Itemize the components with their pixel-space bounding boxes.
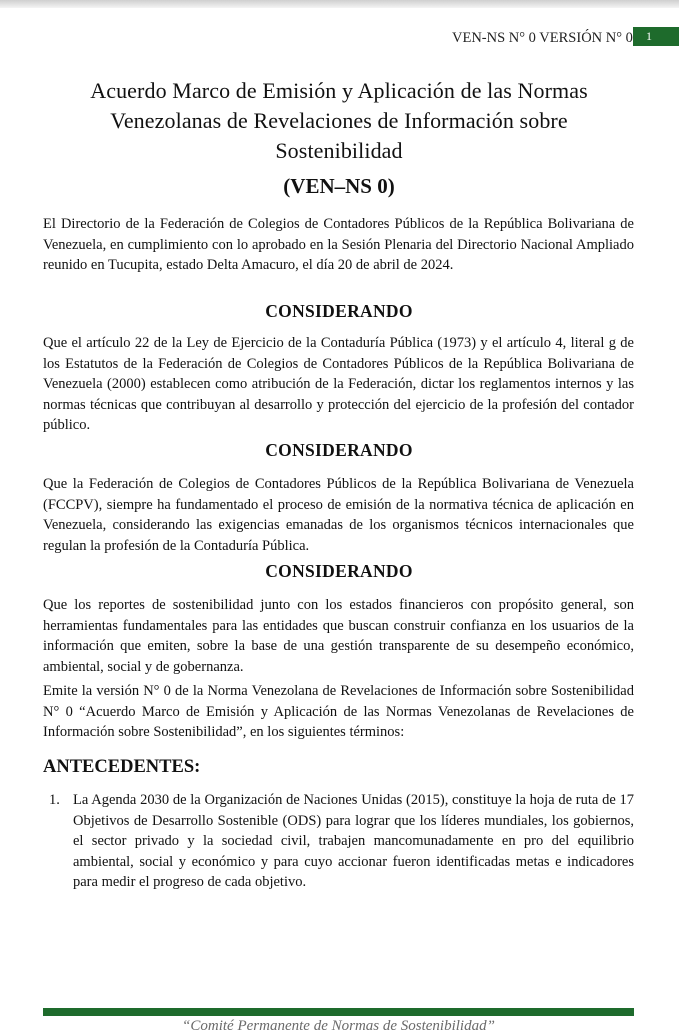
list-item-text: La Agenda 2030 de la Organización de Naciones Unidas (2015), constituye la hoja de ruta de 17 Objetivos de Desarrollo Sostenible (ODS) para lograr que los líderes mundiales, los gobiernos, el sector privado y la sociedad civil, trabajen mancomunadamente en pro del equilibrio ambiental, social y económico y para cuyo accionar fueron identificadas metas e indicadores para medir el progreso de cada objetivo. <box>73 792 634 890</box>
list-item <box>43 790 634 893</box>
antecedentes-title: ANTECEDENTES: <box>43 757 201 777</box>
considerando-text-3: Que los reportes de sostenibilidad junto con los estados financieros con propósito general, son herramientas fundamentales para las entidades que buscan construir confianza en los usuarios de la información que emiten, sobre la base de una gestión transparente de su desempeño económico, ambiental, social y de gobernanza. <box>43 597 634 675</box>
document-title <box>40 76 638 166</box>
title-line-2: Venezolanas de Revelaciones de Información sobre <box>110 108 568 133</box>
antecedentes-list <box>43 790 634 893</box>
footer-committee-text: “Comité Permanente de Normas de Sostenibilidad” <box>182 1018 495 1034</box>
page-number-badge: 1 <box>633 27 679 46</box>
considerando-text-2: Que la Federación de Colegios de Contadores Públicos de la República Bolivariana de Venezuela (FCCPV), siempre ha fundamentado el proceso de emisión de la normativa técnica de aplicación en Venezuela, considerando las exigencias emanadas de los organismos técnicos internacionales que regulan la profesión de la Contaduría Pública. <box>43 476 634 554</box>
considerando-heading-1: CONSIDERANDO <box>265 301 413 321</box>
title-line-3: Sostenibilidad <box>275 138 403 163</box>
emite-paragraph: Emite la versión N° 0 de la Norma Venezolana de Revelaciones de Información sobre Sostenibilidad N° 0 “Acuerdo Marco de Emisión y Aplicación de las Normas Venezolanas de Revelaciones de Información sobre Sostenibilidad”, en los siguientes términos: <box>43 683 634 740</box>
list-item-number: 1. <box>49 792 60 808</box>
intro-paragraph: El Directorio de la Federación de Colegios de Contadores Públicos de la República Bolivariana de Venezuela, en cumplimiento con lo aprobado en la Sesión Plenaria del Directorio Nacional Ampliado reunido en Tucupita, estado Delta Amacuro, el día 20 de abril de 2024. <box>43 216 634 273</box>
title-line-1: Acuerdo Marco de Emisión y Aplicación de las Normas <box>90 78 588 103</box>
considerando-heading-2: CONSIDERANDO <box>265 440 413 460</box>
document-code-header: VEN-NS N° 0 VERSIÓN N° 0 <box>452 30 633 46</box>
considerando-heading-3: CONSIDERANDO <box>265 561 413 581</box>
document-code: (VEN–NS 0) <box>283 174 395 198</box>
footer-rule <box>43 1008 634 1016</box>
top-border <box>0 0 679 8</box>
considerando-text-1: Que el artículo 22 de la Ley de Ejercicio de la Contaduría Pública (1973) y el artículo 4, literal g de los Estatutos de la Federación de Colegios de Contadores Públicos de la República Bolivariana de Venezuela (2000) establecen como atribución de la Federación, dictar los reglamentos internos y las normas técnicas que contribuyan al desarrollo y protección del ejercicio de la profesión del contador público. <box>43 335 634 433</box>
